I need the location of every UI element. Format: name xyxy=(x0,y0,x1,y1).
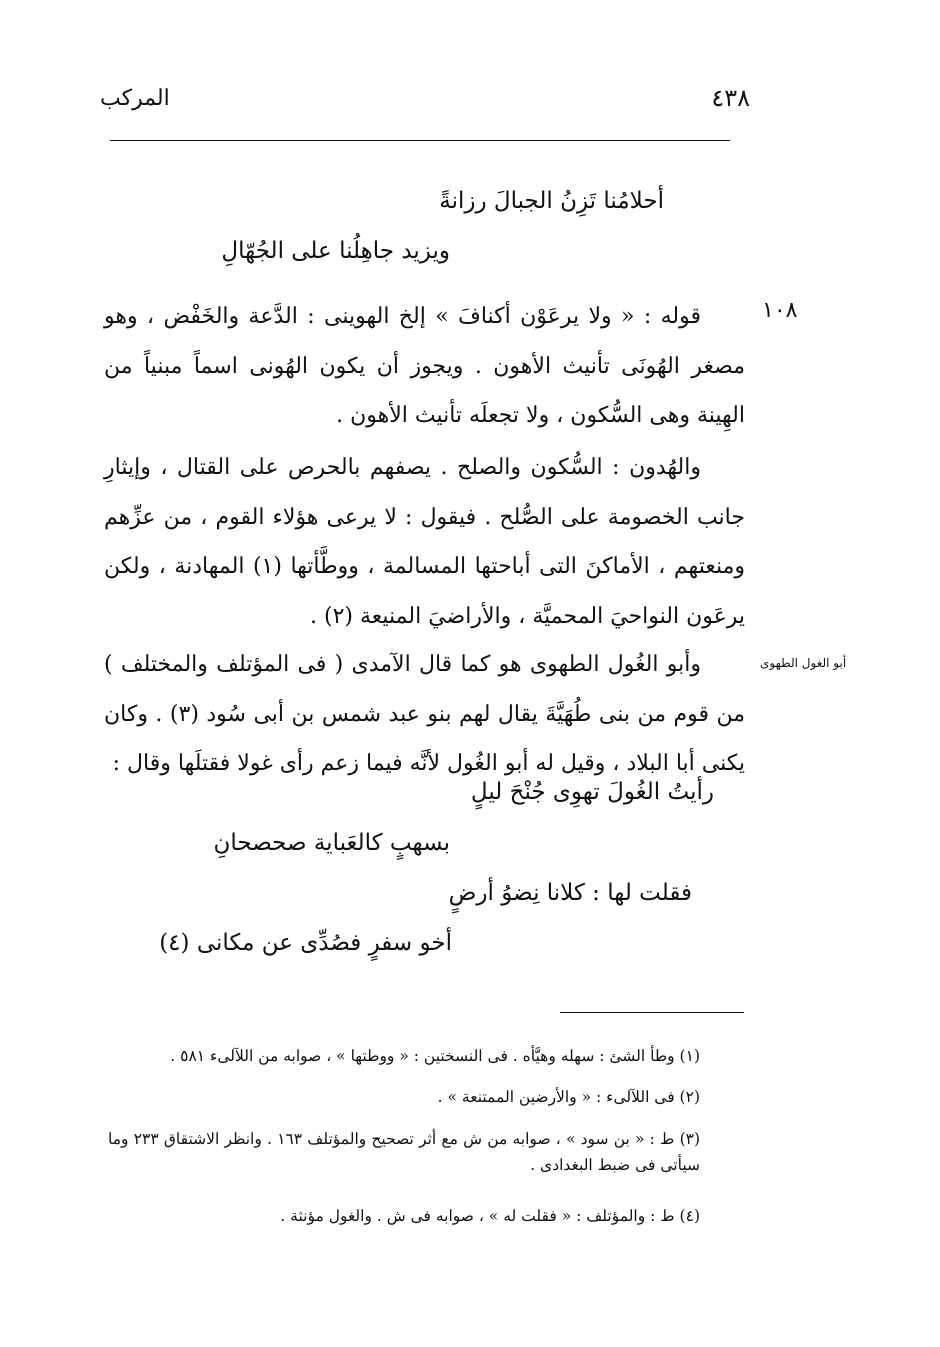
header-rule xyxy=(110,140,730,141)
footnote-text: (٢) فى اللآلىء : « والأرضين الممتنعة » . xyxy=(437,1088,700,1106)
footnote-text: (٤) ط : والمؤتلف : « فقلت له » ، صوابه فى ش . والغول مؤنثة . xyxy=(280,1207,700,1225)
verse-1-hemistich-2: ويزيد جاهِلُنا على الجُهّالِ xyxy=(221,238,450,264)
footnote-3 xyxy=(108,1126,700,1178)
commentary-paragraph-2 xyxy=(104,443,745,641)
verse-2-hemistich-1: رأيتُ الغُولَ تهوِى جُنْحَ ليلٍ xyxy=(470,779,714,805)
verse-1-hemistich-1: أحلامُنا تَزِنُ الجبالَ رزانةً xyxy=(439,188,664,214)
footnote-4 xyxy=(108,1203,700,1229)
running-title: المركب xyxy=(100,86,170,111)
verse-3-hemistich-2: أخو سفرٍ فصُدِّى عن مكانى (٤) xyxy=(159,930,452,956)
commentary-paragraph-1 xyxy=(104,292,745,441)
entry-number: ١٠٨ xyxy=(762,298,798,323)
margin-note: أبو الغول الطهوى xyxy=(760,656,847,670)
footnote-text: (٣) ط : « بن سود » ، صوابه من ش مع أثر تصحيح والمؤتلف ١٦٣ . وانظر الاشتقاق ٢٣٣ وما سيأتى فى ضبط البغدادى . xyxy=(108,1130,701,1174)
verse-3-hemistich-1: فقلت لها : كلانا نِضوُ أرضٍ xyxy=(448,880,692,906)
paragraph-text: والهُدون : السُّكون والصلح . يصفهم بالحرص على القتال ، وإيثارِ جانب الخصومة على الصُّلح . فيقول : لا يرعى هؤلاء القوم ، من عزِّهم ومنعتهم ، الأماكنَ التى أباحتها المسالمة ، ووطَّأتها (١) المهادنة ، ولكن يرعَون النواحيَ المحميَّة ، والأراضيَ المنيعة (٢) . xyxy=(104,455,745,629)
footnote-rule xyxy=(560,1012,744,1013)
page-number: ٤٣٨ xyxy=(711,84,750,112)
paragraph-text: قوله : « ولا يرعَوْن أكنافَ » إلخ الهوينى : الدَّعة والخَفْض ، وهو مصغر الهُونَى تأنيث الأهون . ويجوز أن يكون الهُونى اسماً مبنياً من الهِينة وهى السُّكون ، ولا تجعلَه تأنيث الأهون . xyxy=(104,304,745,428)
footnote-1 xyxy=(108,1043,700,1069)
footnote-text: (١) وطأ الشئ : سهله وهيَّأه . فى النسختين : « ووطتها » ، صوابه من اللآلىء ٥٨١ . xyxy=(170,1047,700,1065)
verse-2-hemistich-2: بسهبٍ كالعَباية صحصحانِ xyxy=(213,830,450,856)
commentary-paragraph-3 xyxy=(104,640,745,789)
paragraph-text: وأبو الغُول الطهوى هو كما قال الآمدى ( فى المؤتلف والمختلف ) من قوم من بنى طُهَيَّةَ يقال لهم بنو عبد شمس بن أبى سُود (٣) . وكان يكنى أبا البلاد ، وقيل له أبو الغُول لأنَّه فيما زعم رأى غولا فقتلَها وقال : xyxy=(104,652,745,776)
footnote-2 xyxy=(108,1084,700,1110)
